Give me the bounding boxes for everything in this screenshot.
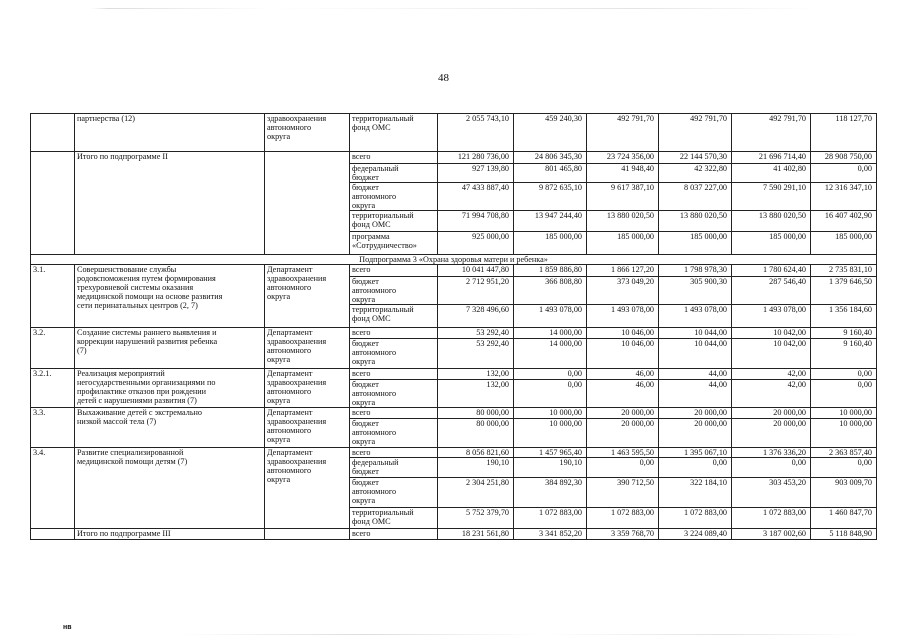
amount-cell: 20 000,00 [659, 408, 732, 419]
amount-cell: 366 808,80 [514, 277, 587, 305]
scan-artifact-top [0, 8, 905, 9]
amount-cell: 121 280 736,00 [438, 152, 514, 164]
text-cell: всего [350, 152, 438, 164]
amount-cell: 2 304 251,80 [438, 478, 514, 508]
amount-cell: 185 000,00 [587, 232, 659, 255]
text-cell: федеральный бюджет [350, 164, 438, 183]
amount-cell: 384 892,30 [514, 478, 587, 508]
text-cell: партнерства (12) [75, 114, 265, 152]
text-cell: Итого по подпрограмме III [75, 529, 265, 540]
text-cell: всего [350, 265, 438, 277]
amount-cell: 0,00 [514, 380, 587, 408]
amount-cell: 47 433 887,40 [438, 183, 514, 211]
text-cell: программа «Сотрудничество» [350, 232, 438, 255]
amount-cell: 42,00 [732, 369, 811, 380]
amount-cell: 303 453,20 [732, 478, 811, 508]
amount-cell: 118 127,70 [811, 114, 877, 152]
amount-cell: 8 056 821,60 [438, 448, 514, 458]
amount-cell: 10 044,00 [659, 328, 732, 339]
amount-cell: 492 791,70 [659, 114, 732, 152]
amount-cell: 0,00 [732, 458, 811, 478]
text-cell: бюджет автономного округа [350, 183, 438, 211]
amount-cell: 10 042,00 [732, 339, 811, 369]
text-cell [265, 529, 350, 540]
amount-cell: 10 042,00 [732, 328, 811, 339]
text-cell: территориальный фонд ОМС [350, 508, 438, 529]
text-cell: всего [350, 369, 438, 380]
amount-cell: 903 009,70 [811, 478, 877, 508]
amount-cell: 7 590 291,10 [732, 183, 811, 211]
amount-cell: 23 724 356,00 [587, 152, 659, 164]
amount-cell: 13 880 020,50 [587, 211, 659, 232]
amount-cell: 42 322,80 [659, 164, 732, 183]
text-cell: территориальный фонд ОМС [350, 305, 438, 328]
amount-cell: 925 000,00 [438, 232, 514, 255]
amount-cell: 46,00 [587, 380, 659, 408]
amount-cell: 185 000,00 [659, 232, 732, 255]
text-cell: Реализация мероприятий негосударственными организациями по профилактике отказов при рождении детей с нарушениями развития (7) [75, 369, 265, 408]
amount-cell: 5 752 379,70 [438, 508, 514, 529]
amount-cell: 492 791,70 [732, 114, 811, 152]
amount-cell: 1 866 127,20 [587, 265, 659, 277]
amount-cell: 185 000,00 [811, 232, 877, 255]
text-cell: здравоохранения автономного округа [265, 114, 350, 152]
amount-cell: 0,00 [811, 164, 877, 183]
text-cell: бюджет автономного округа [350, 277, 438, 305]
amount-cell: 1 493 078,00 [659, 305, 732, 328]
table-row [31, 152, 877, 164]
amount-cell: 1 379 646,50 [811, 277, 877, 305]
amount-cell: 20 000,00 [732, 419, 811, 448]
text-cell: 3.2.1. [31, 369, 75, 408]
amount-cell: 21 696 714,40 [732, 152, 811, 164]
text-cell: 3.4. [31, 448, 75, 529]
amount-cell: 0,00 [811, 380, 877, 408]
amount-cell: 492 791,70 [587, 114, 659, 152]
amount-cell: 322 184,10 [659, 478, 732, 508]
text-cell: территориальный фонд ОМС [350, 211, 438, 232]
table-row [31, 328, 877, 339]
text-cell: Выхаживание детей с экстремально низкой массой тела (7) [75, 408, 265, 448]
text-cell: Департамент здравоохранения автономного округа [265, 328, 350, 369]
amount-cell: 10 046,00 [587, 339, 659, 369]
amount-cell: 1 072 883,00 [514, 508, 587, 529]
amount-cell: 20 000,00 [587, 419, 659, 448]
text-cell: бюджет автономного округа [350, 380, 438, 408]
amount-cell: 71 994 708,80 [438, 211, 514, 232]
amount-cell: 42,00 [732, 380, 811, 408]
amount-cell: 0,00 [811, 369, 877, 380]
amount-cell: 185 000,00 [514, 232, 587, 255]
amount-cell: 20 000,00 [587, 408, 659, 419]
amount-cell: 10 000,00 [514, 419, 587, 448]
amount-cell: 1 493 078,00 [732, 305, 811, 328]
amount-cell: 3 341 852,20 [514, 529, 587, 540]
amount-cell: 1 463 595,50 [587, 448, 659, 458]
amount-cell: 1 072 883,00 [587, 508, 659, 529]
amount-cell: 1 859 886,80 [514, 265, 587, 277]
amount-cell: 9 872 635,10 [514, 183, 587, 211]
scan-artifact-bottom [0, 634, 905, 635]
text-cell: всего [350, 328, 438, 339]
text-cell: Создание системы раннего выявления и коррекции нарушений развития ребенка (7) [75, 328, 265, 369]
amount-cell: 44,00 [659, 380, 732, 408]
amount-cell: 7 328 496,60 [438, 305, 514, 328]
amount-cell: 18 231 561,80 [438, 529, 514, 540]
text-cell: территориальный фонд ОМС [350, 114, 438, 152]
amount-cell: 2 363 857,40 [811, 448, 877, 458]
amount-cell: 2 055 743,10 [438, 114, 514, 152]
text-cell: Департамент здравоохранения автономного округа [265, 408, 350, 448]
table-body [31, 114, 877, 540]
amount-cell: 3 187 002,60 [732, 529, 811, 540]
amount-cell: 28 908 750,00 [811, 152, 877, 164]
table-row [31, 255, 877, 265]
amount-cell: 80 000,00 [438, 408, 514, 419]
text-cell: всего [350, 408, 438, 419]
amount-cell: 0,00 [514, 369, 587, 380]
amount-cell: 14 000,00 [514, 339, 587, 369]
financing-table [30, 113, 877, 540]
amount-cell: 41 948,40 [587, 164, 659, 183]
amount-cell: 24 806 345,30 [514, 152, 587, 164]
amount-cell: 190,10 [438, 458, 514, 478]
amount-cell: 10 044,00 [659, 339, 732, 369]
text-cell: всего [350, 529, 438, 540]
amount-cell: 20 000,00 [732, 408, 811, 419]
amount-cell: 927 139,80 [438, 164, 514, 183]
amount-cell: 22 144 570,30 [659, 152, 732, 164]
amount-cell: 80 000,00 [438, 419, 514, 448]
amount-cell: 10 046,00 [587, 328, 659, 339]
text-cell: федеральный бюджет [350, 458, 438, 478]
amount-cell: 10 000,00 [811, 419, 877, 448]
text-cell: Итого по подпрограмме II [75, 152, 265, 255]
table-row [31, 369, 877, 380]
text-cell: Департамент здравоохранения автономного округа [265, 369, 350, 408]
amount-cell: 3 359 768,70 [587, 529, 659, 540]
amount-cell: 132,00 [438, 369, 514, 380]
text-cell: всего [350, 448, 438, 458]
text-cell: 3.1. [31, 265, 75, 328]
amount-cell: 46,00 [587, 369, 659, 380]
amount-cell: 1 460 847,70 [811, 508, 877, 529]
amount-cell: 390 712,50 [587, 478, 659, 508]
amount-cell: 13 947 244,40 [514, 211, 587, 232]
amount-cell: 1 493 078,00 [587, 305, 659, 328]
amount-cell: 190,10 [514, 458, 587, 478]
amount-cell: 10 041 447,80 [438, 265, 514, 277]
text-cell: Совершенствование службы родовспоможения путем формирования трехуровневой системы оказания медицинской помощи на основе развития сети перинатальных центров (2, 7) [75, 265, 265, 328]
amount-cell: 2 735 831,10 [811, 265, 877, 277]
table-row [31, 408, 877, 419]
amount-cell: 1 376 336,20 [732, 448, 811, 458]
amount-cell: 14 000,00 [514, 328, 587, 339]
amount-cell: 13 880 020,50 [732, 211, 811, 232]
amount-cell: 41 402,80 [732, 164, 811, 183]
amount-cell: 132,00 [438, 380, 514, 408]
text-cell: бюджет автономного округа [350, 478, 438, 508]
amount-cell: 459 240,30 [514, 114, 587, 152]
amount-cell: 10 000,00 [514, 408, 587, 419]
text-cell: Департамент здравоохранения автономного округа [265, 448, 350, 529]
amount-cell: 2 712 951,20 [438, 277, 514, 305]
amount-cell: 185 000,00 [732, 232, 811, 255]
amount-cell: 801 465,80 [514, 164, 587, 183]
text-cell [31, 529, 75, 540]
table-row [31, 529, 877, 540]
text-cell: Департамент здравоохранения автономного округа [265, 265, 350, 328]
amount-cell: 1 493 078,00 [514, 305, 587, 328]
text-cell: 3.3. [31, 408, 75, 448]
amount-cell: 10 000,00 [811, 408, 877, 419]
amount-cell: 1 356 184,60 [811, 305, 877, 328]
table-row [31, 114, 877, 152]
text-cell: бюджет автономного округа [350, 419, 438, 448]
text-cell [31, 152, 75, 255]
table-row [31, 265, 877, 277]
amount-cell: 5 118 848,90 [811, 529, 877, 540]
text-cell: Развитие специализированной медицинской помощи детям (7) [75, 448, 265, 529]
text-cell: бюджет автономного округа [350, 339, 438, 369]
text-cell [265, 152, 350, 255]
amount-cell: 44,00 [659, 369, 732, 380]
amount-cell: 3 224 089,40 [659, 529, 732, 540]
amount-cell: 9 160,40 [811, 339, 877, 369]
amount-cell: 305 900,30 [659, 277, 732, 305]
amount-cell: 1 072 883,00 [659, 508, 732, 529]
amount-cell: 16 407 402,90 [811, 211, 877, 232]
amount-cell: 9 160,40 [811, 328, 877, 339]
amount-cell: 0,00 [587, 458, 659, 478]
footer-mark: нв [63, 624, 72, 631]
amount-cell: 8 037 227,00 [659, 183, 732, 211]
amount-cell: 20 000,00 [659, 419, 732, 448]
amount-cell: 1 798 978,30 [659, 265, 732, 277]
amount-cell: 1 395 067,10 [659, 448, 732, 458]
amount-cell: 1 072 883,00 [732, 508, 811, 529]
amount-cell: 53 292,40 [438, 328, 514, 339]
amount-cell: 53 292,40 [438, 339, 514, 369]
page-number: 48 [438, 72, 449, 84]
subprogram-heading: Подпрограмма 3 «Охрана здоровья матери и ребенка» [31, 255, 877, 265]
amount-cell: 0,00 [811, 458, 877, 478]
text-cell: 3.2. [31, 328, 75, 369]
amount-cell: 12 316 347,10 [811, 183, 877, 211]
amount-cell: 287 546,40 [732, 277, 811, 305]
amount-cell: 1 780 624,40 [732, 265, 811, 277]
amount-cell: 1 457 965,40 [514, 448, 587, 458]
amount-cell: 13 880 020,50 [659, 211, 732, 232]
table-row [31, 448, 877, 458]
text-cell [31, 114, 75, 152]
amount-cell: 0,00 [659, 458, 732, 478]
amount-cell: 9 617 387,10 [587, 183, 659, 211]
amount-cell: 373 049,20 [587, 277, 659, 305]
